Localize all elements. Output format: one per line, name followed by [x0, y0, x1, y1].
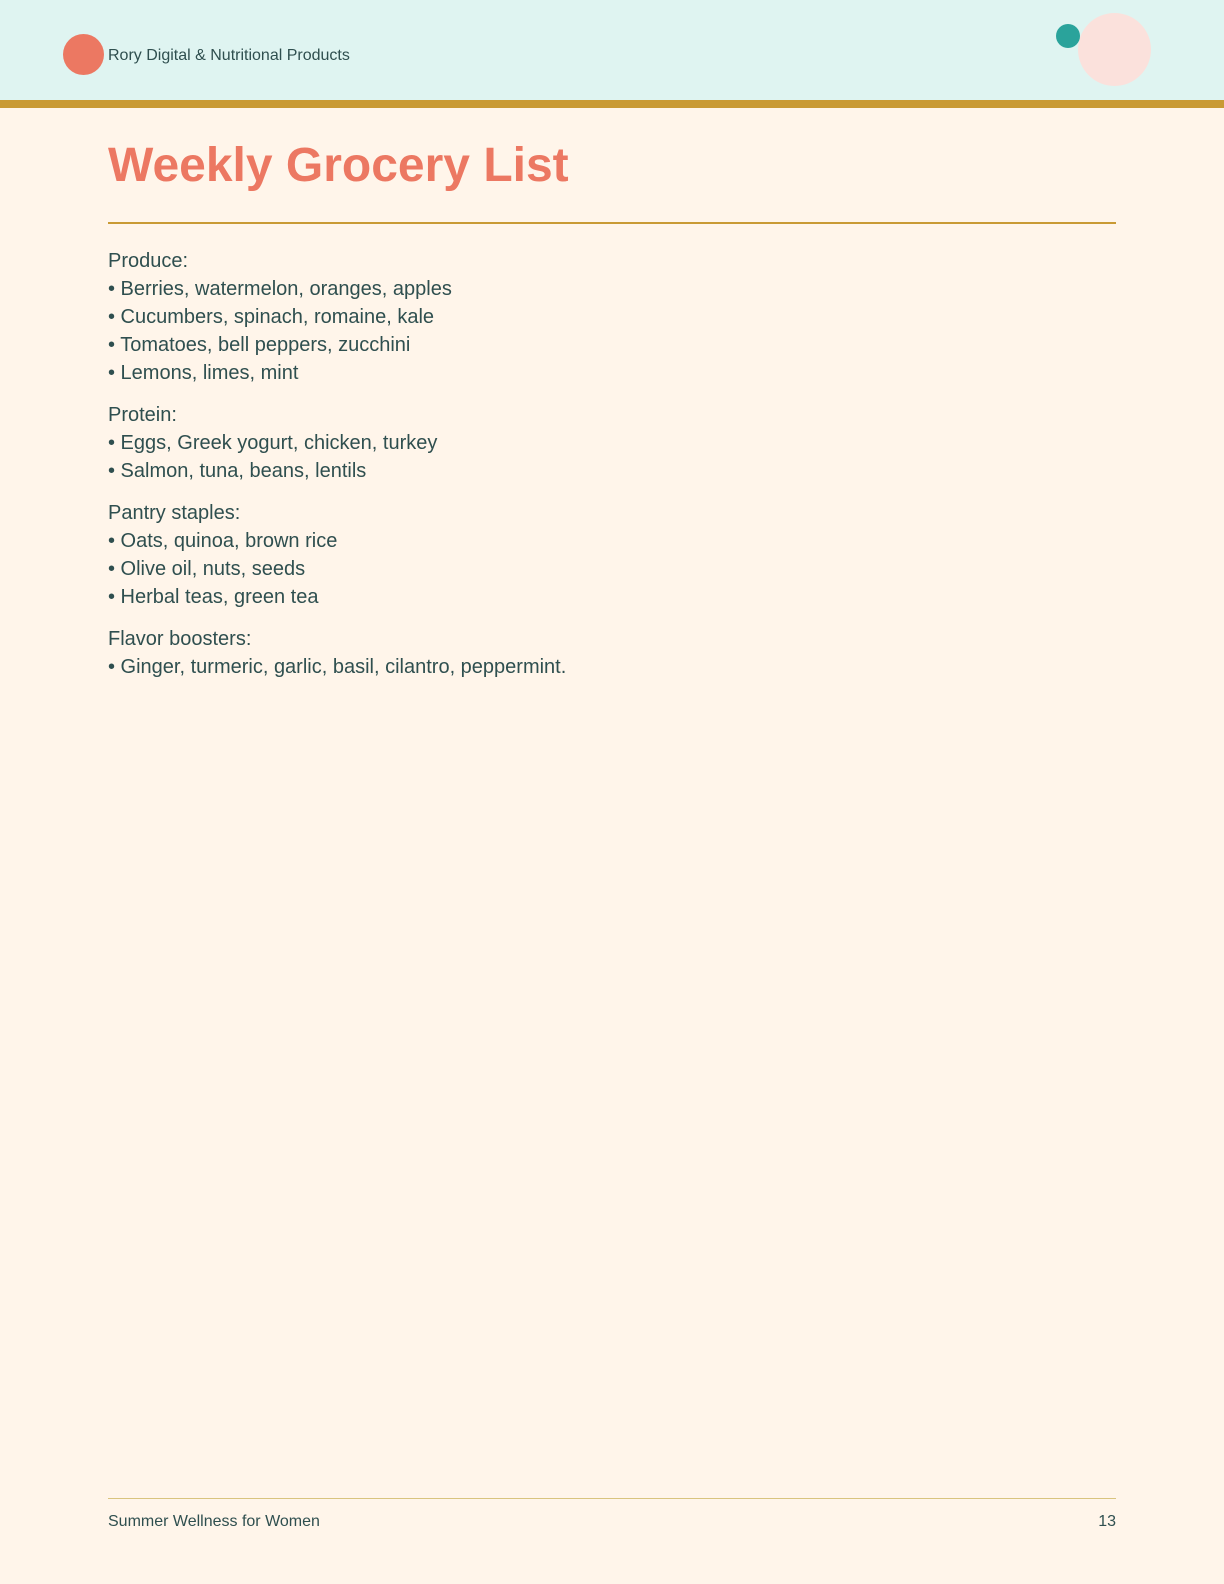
footer-title: Summer Wellness for Women — [108, 1513, 320, 1530]
list-item: • Ginger, turmeric, garlic, basil, cilantro, peppermint. — [108, 656, 567, 678]
page-title: Weekly Grocery List — [108, 139, 569, 192]
section-heading: Flavor boosters: — [108, 628, 252, 650]
page-header — [0, 0, 1224, 108]
decorative-large-circle-icon — [1078, 13, 1151, 86]
list-item: • Lemons, limes, mint — [108, 362, 299, 384]
section-heading: Pantry staples: — [108, 502, 241, 524]
section-heading: Produce: — [108, 250, 189, 272]
list-item: • Tomatoes, bell peppers, zucchini — [108, 334, 411, 356]
list-item: • Herbal teas, green tea — [108, 586, 319, 608]
list-item: • Olive oil, nuts, seeds — [108, 558, 306, 580]
section-heading: Protein: — [108, 404, 177, 426]
footer-divider — [108, 1498, 1116, 1499]
page-number: 13 — [1098, 1513, 1116, 1530]
list-item: • Eggs, Greek yogurt, chicken, turkey — [108, 432, 438, 454]
list-item: • Cucumbers, spinach, romaine, kale — [108, 306, 435, 328]
section-produce — [108, 247, 1108, 387]
title-divider — [108, 222, 1116, 224]
list-item: • Salmon, tuna, beans, lentils — [108, 460, 367, 482]
section-pantry-staples — [108, 499, 1108, 611]
section-flavor-boosters — [108, 625, 1108, 681]
decorative-small-circle-icon — [1056, 24, 1080, 48]
brand-name: Rory Digital & Nutritional Products — [108, 47, 350, 64]
list-item: • Berries, watermelon, oranges, apples — [108, 278, 452, 300]
list-item: • Oats, quinoa, brown rice — [108, 530, 338, 552]
logo-circle-icon — [63, 34, 104, 75]
grocery-list — [108, 247, 1108, 695]
section-protein — [108, 401, 1108, 485]
